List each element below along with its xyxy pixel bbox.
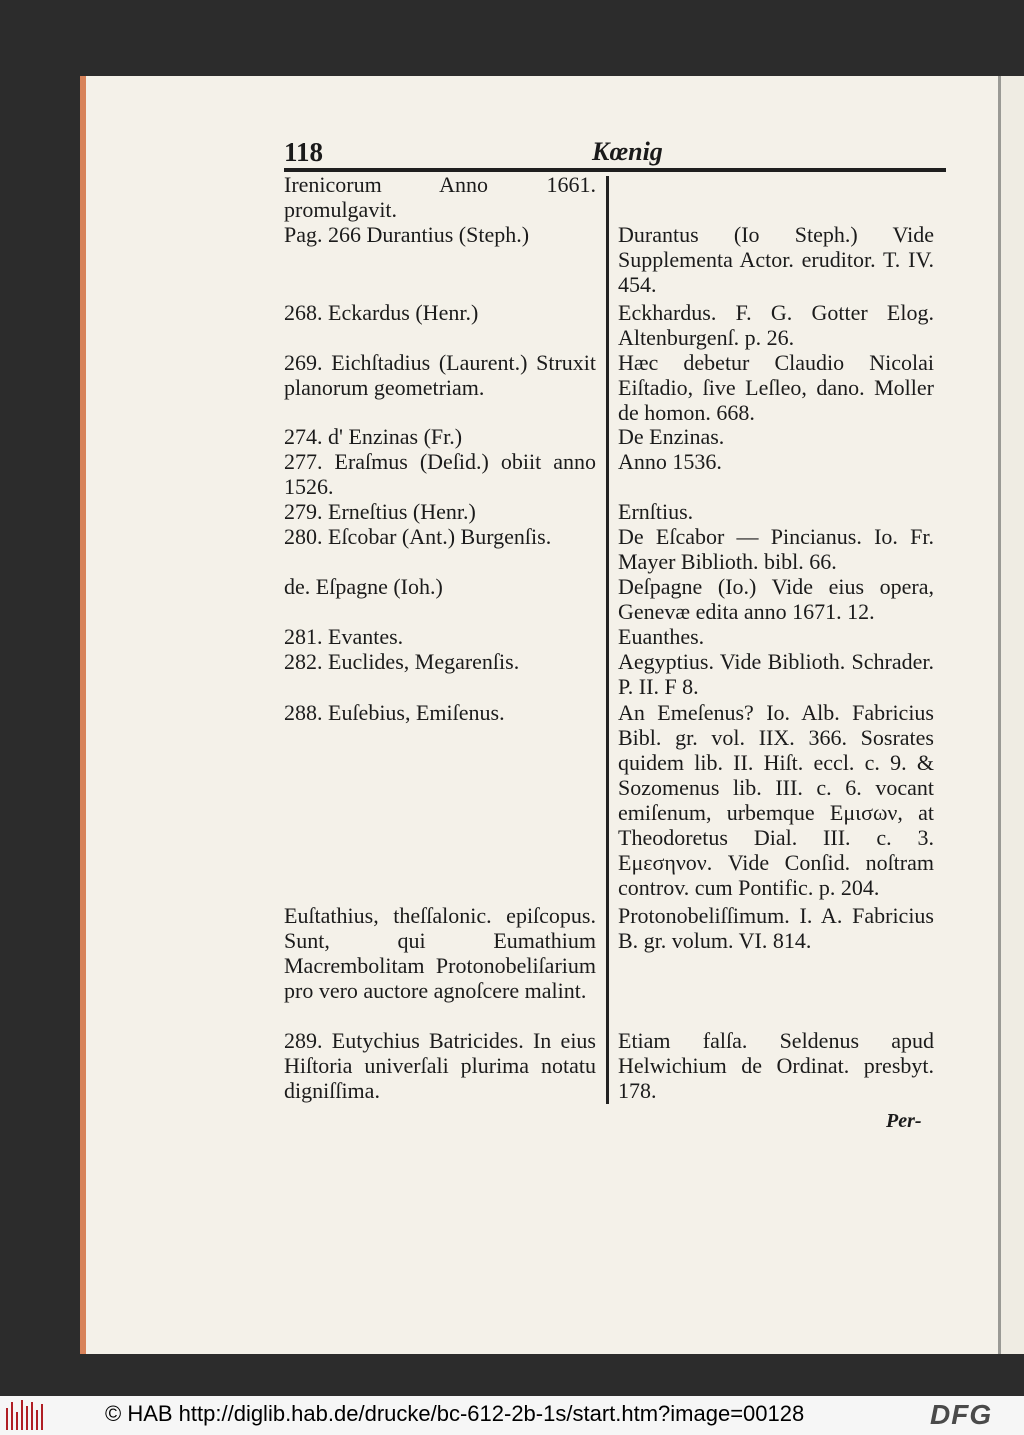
entry-left: de. Eſpagne (Ioh.) [284, 574, 443, 599]
hab-logo-icon [6, 1400, 46, 1430]
entry-right: Euanthes. [618, 624, 705, 649]
page-number: 118 [284, 137, 324, 167]
entry-left: 279. Erneſtius (Henr.) [284, 499, 476, 524]
book-spine [998, 76, 1024, 1354]
entry-right: Anno 1536. [618, 449, 722, 474]
entry-left: 288. Euſebius, Emiſenus. [284, 700, 505, 725]
entry-right: Protonobeliſſimum. I. A. Fabricius B. gr. volum. VI. 814. [618, 903, 934, 953]
entry-right: Deſpagne (Io.) Vide eius opera, Genevæ edita anno 1671. 12. [618, 574, 934, 624]
dfg-logo: DFG [930, 1399, 993, 1430]
entry-right: De Eſcabor — Pincianus. Io. Fr. Mayer Biblioth. bibl. 66. [618, 524, 934, 574]
entry-right: Hæc debetur Claudio Nicolai Eiſtadio, ſive Leſleo, dano. Moller de homon. 668. [618, 350, 934, 425]
entry-right: Eckhardus. F. G. Gotter Elog. Altenburgenſ. p. 26. [618, 300, 934, 350]
entry-left: 280. Eſcobar (Ant.) Burgenſis. [284, 524, 552, 549]
entry-left: Irenicorum Anno 1661. promulgavit. [284, 172, 596, 222]
entry-right: Aegyptius. Vide Biblioth. Schrader. P. II. F 8. [618, 649, 934, 699]
entry-right: De Enzinas. [618, 424, 725, 449]
source-url-link[interactable]: © HAB http://diglib.hab.de/drucke/bc-612-2b-1s/start.htm?image=00128 [105, 1401, 805, 1426]
entry-left: 277. Eraſmus (Deſid.) obiit anno 1526. [284, 449, 596, 499]
entry-right: Etiam falſa. Seldenus apud Helwichium de Ordinat. presbyt. 178. [618, 1028, 934, 1103]
entry-left: Pag. 266 Durantius (Steph.) [284, 222, 530, 247]
running-head: Kœnig [592, 137, 663, 166]
entry-left: 282. Euclides, Megarenſis. [284, 649, 520, 674]
entry-right: An Emeſenus? Io. Alb. Fabricius Bibl. gr. vol. IIX. 366. Sosrates quidem lib. II. Hiſt. eccl. c. 9. & Sozomenus lib. III. c. 6. vocant emiſenum, urbemque Εμισων, at Theodoretus Dial. III. c. 3. Εμεσηνον. Vide Conſid. noſtram controv. cum Pontific. p. 204. [618, 700, 934, 900]
entry-left: 274. d' Enzinas (Fr.) [284, 424, 463, 449]
viewer-footer [0, 1396, 1024, 1435]
entry-left: 268. Eckardus (Henr.) [284, 300, 479, 325]
entry-left: 269. Eichſtadius (Laurent.) Struxit planorum geometriam. [284, 350, 596, 400]
column-divider [606, 176, 609, 1104]
entry-left: 281. Evantes. [284, 624, 404, 649]
entry-right: Ernſtius. [618, 499, 694, 524]
entry-left: Euſtathius, theſſalonic. epiſcopus. Sunt, qui Eumathium Macrembolitam Protonobeliſarium pro vero auctore agnoſcere malint. [284, 903, 596, 1003]
entry-left: 289. Eutychius Batricides. In eius Hiſtoria univerſali plurima notatu digniſſima. [284, 1028, 596, 1103]
entry-right: Durantus (Io Steph.) Vide Supplementa Actor. eruditor. T. IV. 454. [618, 222, 934, 297]
catchword: Per- [886, 1110, 922, 1132]
